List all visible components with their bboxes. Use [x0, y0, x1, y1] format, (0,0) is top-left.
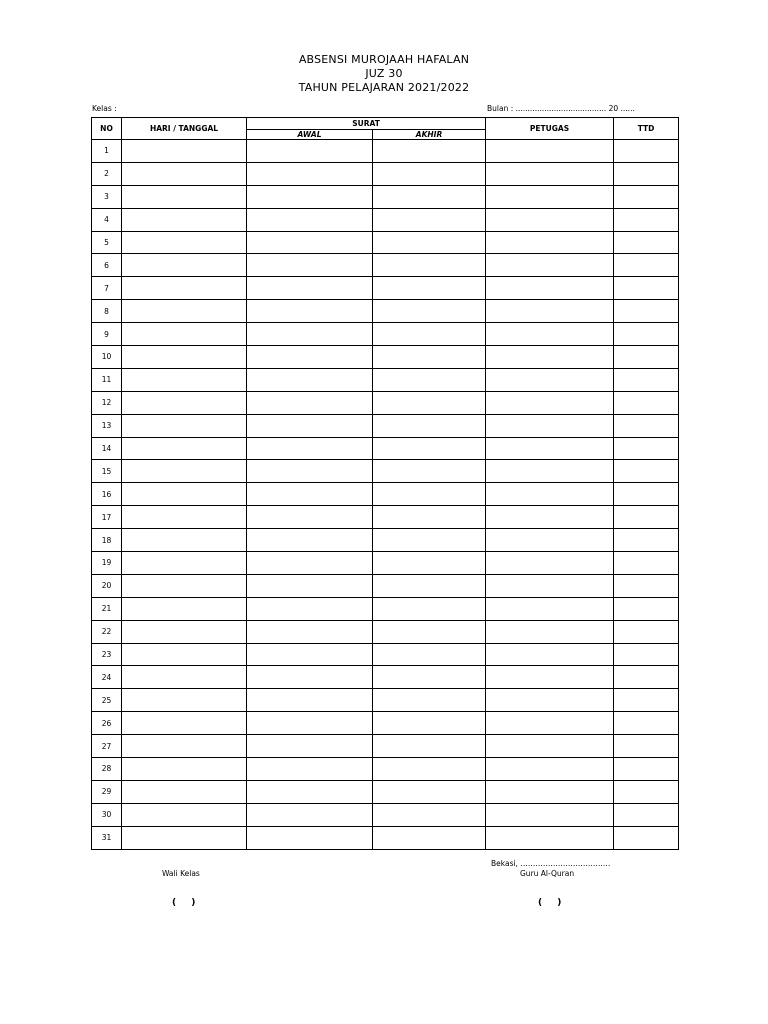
- akhir-cell[interactable]: [373, 803, 486, 826]
- table-row: [92, 414, 679, 437]
- awal-cell[interactable]: [247, 758, 373, 781]
- row-number: 11: [92, 368, 122, 391]
- hari-tanggal-cell[interactable]: [122, 552, 247, 575]
- hari-tanggal-cell[interactable]: [122, 643, 247, 666]
- petugas-cell[interactable]: [486, 735, 614, 758]
- petugas-cell[interactable]: [486, 208, 614, 231]
- ttd-cell[interactable]: [614, 346, 679, 369]
- ttd-cell[interactable]: [614, 826, 679, 849]
- table-row: [92, 140, 679, 163]
- table-row: [92, 758, 679, 781]
- table-row: [92, 460, 679, 483]
- hari-tanggal-cell[interactable]: [122, 323, 247, 346]
- hari-tanggal-cell[interactable]: [122, 460, 247, 483]
- row-number: 15: [92, 460, 122, 483]
- hari-tanggal-cell[interactable]: [122, 780, 247, 803]
- akhir-cell[interactable]: [373, 414, 486, 437]
- petugas-cell[interactable]: [486, 758, 614, 781]
- akhir-cell[interactable]: [373, 758, 486, 781]
- awal-cell[interactable]: [247, 826, 373, 849]
- hari-tanggal-cell[interactable]: [122, 140, 247, 163]
- awal-cell[interactable]: [247, 368, 373, 391]
- petugas-cell[interactable]: [486, 437, 614, 460]
- awal-cell[interactable]: [247, 437, 373, 460]
- petugas-cell[interactable]: [486, 803, 614, 826]
- petugas-cell[interactable]: [486, 780, 614, 803]
- row-number: 20: [92, 574, 122, 597]
- hari-tanggal-cell[interactable]: [122, 414, 247, 437]
- petugas-cell[interactable]: [486, 162, 614, 185]
- kelas-label: Kelas :: [92, 104, 117, 113]
- petugas-cell[interactable]: [486, 506, 614, 529]
- awal-cell[interactable]: [247, 712, 373, 735]
- row-number: 22: [92, 620, 122, 643]
- akhir-cell[interactable]: [373, 574, 486, 597]
- ttd-cell[interactable]: [614, 208, 679, 231]
- ttd-cell[interactable]: [614, 643, 679, 666]
- bulan-label: Bulan : ...................................... 20 ......: [487, 104, 635, 113]
- header-hari-tanggal: HARI / TANGGAL: [122, 118, 247, 140]
- akhir-cell[interactable]: [373, 712, 486, 735]
- header-surat: SURAT: [247, 118, 486, 130]
- row-number: 19: [92, 552, 122, 575]
- awal-cell[interactable]: [247, 254, 373, 277]
- awal-cell[interactable]: [247, 597, 373, 620]
- ttd-cell[interactable]: [614, 803, 679, 826]
- akhir-cell[interactable]: [373, 300, 486, 323]
- row-number: 30: [92, 803, 122, 826]
- table-row: [92, 643, 679, 666]
- ttd-cell[interactable]: [614, 414, 679, 437]
- hari-tanggal-cell[interactable]: [122, 368, 247, 391]
- table-row: [92, 346, 679, 369]
- awal-cell[interactable]: [247, 323, 373, 346]
- table-row: [92, 368, 679, 391]
- petugas-cell[interactable]: [486, 620, 614, 643]
- ttd-cell[interactable]: [614, 758, 679, 781]
- akhir-cell[interactable]: [373, 506, 486, 529]
- guru-quran-label: Guru Al-Quran: [520, 869, 575, 878]
- header-petugas: PETUGAS: [486, 118, 614, 140]
- petugas-cell[interactable]: [486, 300, 614, 323]
- table-row: [92, 529, 679, 552]
- hari-tanggal-cell[interactable]: [122, 506, 247, 529]
- petugas-cell[interactable]: [486, 552, 614, 575]
- table-row: [92, 666, 679, 689]
- row-number: 6: [92, 254, 122, 277]
- place-date: Bekasi, ………………………………: [491, 859, 611, 868]
- header-akhir: AKHIR: [373, 130, 486, 140]
- hari-tanggal-cell[interactable]: [122, 597, 247, 620]
- row-number: 2: [92, 162, 122, 185]
- petugas-cell[interactable]: [486, 391, 614, 414]
- awal-cell[interactable]: [247, 643, 373, 666]
- akhir-cell[interactable]: [373, 323, 486, 346]
- ttd-cell[interactable]: [614, 437, 679, 460]
- petugas-cell[interactable]: [486, 368, 614, 391]
- row-number: 23: [92, 643, 122, 666]
- awal-cell[interactable]: [247, 689, 373, 712]
- row-number: 26: [92, 712, 122, 735]
- hari-tanggal-cell[interactable]: [122, 483, 247, 506]
- hari-tanggal-cell[interactable]: [122, 826, 247, 849]
- table-row: [92, 254, 679, 277]
- akhir-cell[interactable]: [373, 391, 486, 414]
- petugas-cell[interactable]: [486, 254, 614, 277]
- guru-quran-signature: ( ): [538, 898, 568, 908]
- row-number: 24: [92, 666, 122, 689]
- table-row: [92, 689, 679, 712]
- awal-cell[interactable]: [247, 346, 373, 369]
- document-title: [0, 53, 768, 95]
- awal-cell[interactable]: [247, 803, 373, 826]
- petugas-cell[interactable]: [486, 712, 614, 735]
- table-body: [92, 140, 679, 850]
- table-row: [92, 574, 679, 597]
- ttd-cell[interactable]: [614, 620, 679, 643]
- hari-tanggal-cell[interactable]: [122, 437, 247, 460]
- akhir-cell[interactable]: [373, 483, 486, 506]
- akhir-cell[interactable]: [373, 346, 486, 369]
- awal-cell[interactable]: [247, 552, 373, 575]
- row-number: 10: [92, 346, 122, 369]
- table-row: [92, 231, 679, 254]
- petugas-cell[interactable]: [486, 346, 614, 369]
- awal-cell[interactable]: [247, 414, 373, 437]
- row-number: 16: [92, 483, 122, 506]
- hari-tanggal-cell[interactable]: [122, 735, 247, 758]
- ttd-cell[interactable]: [614, 483, 679, 506]
- hari-tanggal-cell[interactable]: [122, 620, 247, 643]
- hari-tanggal-cell[interactable]: [122, 162, 247, 185]
- petugas-cell[interactable]: [486, 597, 614, 620]
- awal-cell[interactable]: [247, 300, 373, 323]
- awal-cell[interactable]: [247, 277, 373, 300]
- ttd-cell[interactable]: [614, 666, 679, 689]
- ttd-cell[interactable]: [614, 597, 679, 620]
- hari-tanggal-cell[interactable]: [122, 758, 247, 781]
- petugas-cell[interactable]: [486, 277, 614, 300]
- petugas-cell[interactable]: [486, 231, 614, 254]
- wali-kelas-label: Wali Kelas: [162, 869, 200, 878]
- akhir-cell[interactable]: [373, 162, 486, 185]
- ttd-cell[interactable]: [614, 254, 679, 277]
- akhir-cell[interactable]: [373, 735, 486, 758]
- row-number: 1: [92, 140, 122, 163]
- header-ttd: TTD: [614, 118, 679, 140]
- akhir-cell[interactable]: [373, 689, 486, 712]
- akhir-cell[interactable]: [373, 231, 486, 254]
- akhir-cell[interactable]: [373, 643, 486, 666]
- hari-tanggal-cell[interactable]: [122, 254, 247, 277]
- row-number: 7: [92, 277, 122, 300]
- header-awal: AWAL: [247, 130, 373, 140]
- petugas-cell[interactable]: [486, 460, 614, 483]
- awal-cell[interactable]: [247, 666, 373, 689]
- petugas-cell[interactable]: [486, 529, 614, 552]
- title-line-2: JUZ 30: [365, 67, 403, 80]
- awal-cell[interactable]: [247, 735, 373, 758]
- table-row: [92, 208, 679, 231]
- petugas-cell[interactable]: [486, 689, 614, 712]
- akhir-cell[interactable]: [373, 140, 486, 163]
- akhir-cell[interactable]: [373, 529, 486, 552]
- petugas-cell[interactable]: [486, 414, 614, 437]
- header-no: NO: [92, 118, 122, 140]
- row-number: 17: [92, 506, 122, 529]
- hari-tanggal-cell[interactable]: [122, 689, 247, 712]
- table-row: [92, 620, 679, 643]
- awal-cell[interactable]: [247, 574, 373, 597]
- row-number: 12: [92, 391, 122, 414]
- hari-tanggal-cell[interactable]: [122, 391, 247, 414]
- akhir-cell[interactable]: [373, 185, 486, 208]
- hari-tanggal-cell[interactable]: [122, 346, 247, 369]
- table-row: [92, 483, 679, 506]
- petugas-cell[interactable]: [486, 140, 614, 163]
- table-row: [92, 780, 679, 803]
- awal-cell[interactable]: [247, 506, 373, 529]
- ttd-cell[interactable]: [614, 506, 679, 529]
- ttd-cell[interactable]: [614, 231, 679, 254]
- table-row: [92, 803, 679, 826]
- table-row: [92, 506, 679, 529]
- hari-tanggal-cell[interactable]: [122, 185, 247, 208]
- row-number: 13: [92, 414, 122, 437]
- row-number: 28: [92, 758, 122, 781]
- row-number: 4: [92, 208, 122, 231]
- petugas-cell[interactable]: [486, 185, 614, 208]
- ttd-cell[interactable]: [614, 780, 679, 803]
- awal-cell[interactable]: [247, 483, 373, 506]
- ttd-cell[interactable]: [614, 277, 679, 300]
- table-row: [92, 162, 679, 185]
- row-number: 3: [92, 185, 122, 208]
- ttd-cell[interactable]: [614, 552, 679, 575]
- table-row: [92, 391, 679, 414]
- akhir-cell[interactable]: [373, 368, 486, 391]
- ttd-cell[interactable]: [614, 574, 679, 597]
- attendance-table: [91, 117, 679, 850]
- hari-tanggal-cell[interactable]: [122, 666, 247, 689]
- title-line-1: ABSENSI MUROJAAH HAFALAN: [298, 53, 470, 66]
- ttd-cell[interactable]: [614, 529, 679, 552]
- hari-tanggal-cell[interactable]: [122, 574, 247, 597]
- ttd-cell[interactable]: [614, 368, 679, 391]
- table-row: [92, 826, 679, 849]
- table-row: [92, 597, 679, 620]
- awal-cell[interactable]: [247, 185, 373, 208]
- table-row: [92, 735, 679, 758]
- awal-cell[interactable]: [247, 162, 373, 185]
- akhir-cell[interactable]: [373, 277, 486, 300]
- ttd-cell[interactable]: [614, 712, 679, 735]
- ttd-cell[interactable]: [614, 460, 679, 483]
- akhir-cell[interactable]: [373, 208, 486, 231]
- table-row: [92, 437, 679, 460]
- awal-cell[interactable]: [247, 620, 373, 643]
- ttd-cell[interactable]: [614, 185, 679, 208]
- hari-tanggal-cell[interactable]: [122, 231, 247, 254]
- petugas-cell[interactable]: [486, 574, 614, 597]
- akhir-cell[interactable]: [373, 437, 486, 460]
- hari-tanggal-cell[interactable]: [122, 277, 247, 300]
- petugas-cell[interactable]: [486, 323, 614, 346]
- akhir-cell[interactable]: [373, 254, 486, 277]
- petugas-cell[interactable]: [486, 483, 614, 506]
- wali-kelas-signature: ( ): [172, 898, 202, 908]
- petugas-cell[interactable]: [486, 666, 614, 689]
- akhir-cell[interactable]: [373, 666, 486, 689]
- row-number: 5: [92, 231, 122, 254]
- ttd-cell[interactable]: [614, 689, 679, 712]
- hari-tanggal-cell[interactable]: [122, 529, 247, 552]
- awal-cell[interactable]: [247, 460, 373, 483]
- akhir-cell[interactable]: [373, 620, 486, 643]
- hari-tanggal-cell[interactable]: [122, 712, 247, 735]
- akhir-cell[interactable]: [373, 826, 486, 849]
- row-number: 8: [92, 300, 122, 323]
- row-number: 31: [92, 826, 122, 849]
- petugas-cell[interactable]: [486, 643, 614, 666]
- row-number: 14: [92, 437, 122, 460]
- awal-cell[interactable]: [247, 208, 373, 231]
- hari-tanggal-cell[interactable]: [122, 803, 247, 826]
- awal-cell[interactable]: [247, 529, 373, 552]
- hari-tanggal-cell[interactable]: [122, 208, 247, 231]
- petugas-cell[interactable]: [486, 826, 614, 849]
- table-row: [92, 277, 679, 300]
- ttd-cell[interactable]: [614, 300, 679, 323]
- row-number: 29: [92, 780, 122, 803]
- awal-cell[interactable]: [247, 140, 373, 163]
- akhir-cell[interactable]: [373, 597, 486, 620]
- ttd-cell[interactable]: [614, 140, 679, 163]
- ttd-cell[interactable]: [614, 735, 679, 758]
- table-row: [92, 323, 679, 346]
- awal-cell[interactable]: [247, 231, 373, 254]
- akhir-cell[interactable]: [373, 552, 486, 575]
- ttd-cell[interactable]: [614, 323, 679, 346]
- table-row: [92, 712, 679, 735]
- table-row: [92, 300, 679, 323]
- title-line-3: TAHUN PELAJARAN 2021/2022: [298, 81, 470, 94]
- ttd-cell[interactable]: [614, 391, 679, 414]
- row-number: 18: [92, 529, 122, 552]
- akhir-cell[interactable]: [373, 460, 486, 483]
- hari-tanggal-cell[interactable]: [122, 300, 247, 323]
- ttd-cell[interactable]: [614, 162, 679, 185]
- row-number: 27: [92, 735, 122, 758]
- row-number: 21: [92, 597, 122, 620]
- row-number: 25: [92, 689, 122, 712]
- awal-cell[interactable]: [247, 391, 373, 414]
- awal-cell[interactable]: [247, 780, 373, 803]
- table-row: [92, 552, 679, 575]
- table-row: [92, 185, 679, 208]
- akhir-cell[interactable]: [373, 780, 486, 803]
- row-number: 9: [92, 323, 122, 346]
